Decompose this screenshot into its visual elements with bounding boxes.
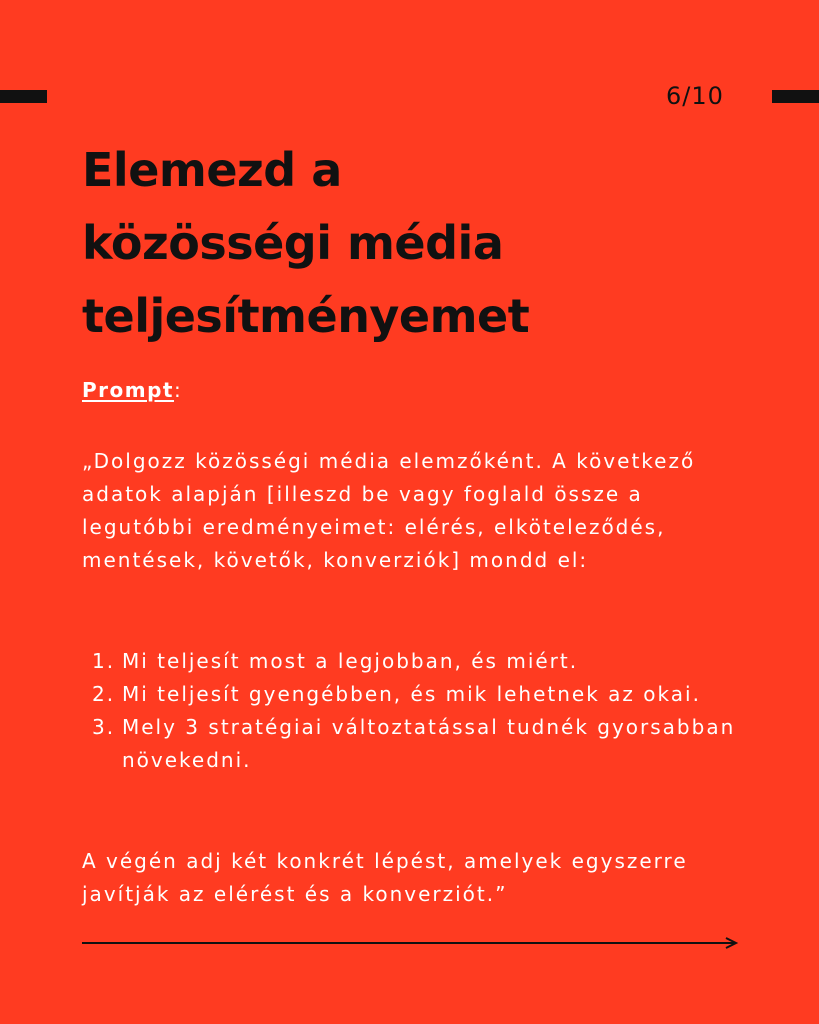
- title-line-2: közösségi média: [82, 216, 504, 270]
- prompt-heading: [82, 378, 182, 402]
- prompt-colon: :: [173, 378, 183, 402]
- page-title: [82, 134, 762, 353]
- list-item: [82, 645, 742, 678]
- prompt-intro: „Dolgozz közösségi média elemzőként. A következő adatok alapján [illeszd be vagy foglald össze a legutóbbi eredményeimet: elérés, elköteleződés, mentések, követők, konverziók] mondd el:: [82, 449, 696, 572]
- title-line-1: Elemezd a: [82, 143, 342, 197]
- list-item: [82, 711, 742, 777]
- page-counter: 6/10: [666, 82, 724, 110]
- prompt-closing: A végén adj két konkrét lépést, amelyek egyszerre javítják az elérést és a konverziót.”: [82, 849, 688, 906]
- list-item-number: 2.: [92, 682, 116, 706]
- list-item-number: 1.: [92, 649, 116, 673]
- right-decorative-bar: [772, 90, 819, 103]
- list-item-text: Mely 3 stratégiai változtatással tudnék gyorsabban növekedni.: [122, 715, 736, 772]
- prompt-label: Prompt: [82, 378, 174, 402]
- title-line-3: teljesítményemet: [82, 289, 530, 343]
- prompt-list: [82, 645, 742, 777]
- list-item-text: Mi teljesít gyengébben, és mik lehetnek az okai.: [122, 682, 701, 706]
- list-item-text: Mi teljesít most a legjobban, és miért.: [122, 649, 579, 673]
- left-decorative-bar: [0, 90, 47, 103]
- arrow-right-icon: [82, 936, 740, 950]
- list-item: [82, 678, 742, 711]
- list-item-number: 3.: [92, 715, 116, 739]
